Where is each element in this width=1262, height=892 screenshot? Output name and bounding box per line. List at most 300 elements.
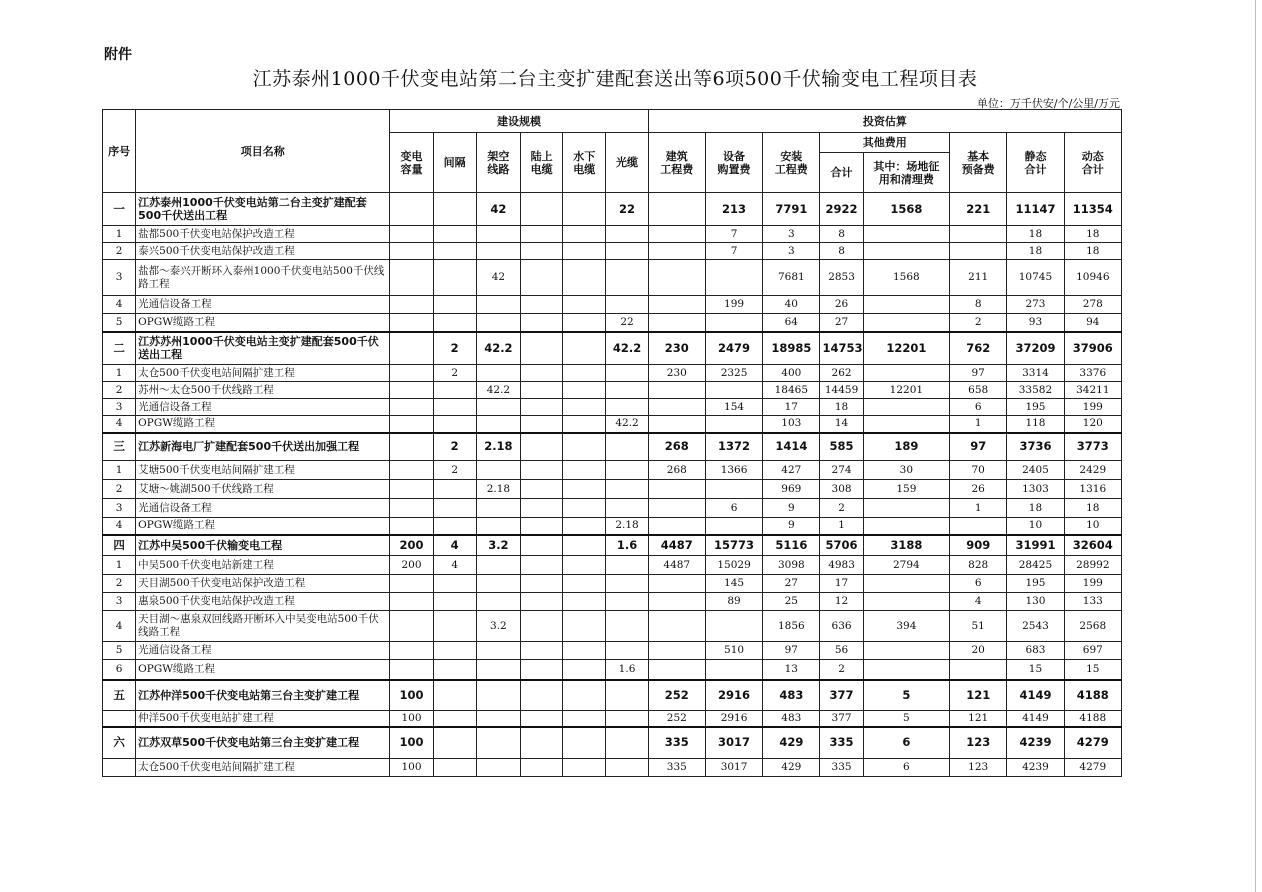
header-reserve: 基本 预备费 xyxy=(950,133,1007,193)
cell-static: 31991 xyxy=(1007,535,1064,556)
cell-land-cable xyxy=(520,711,562,727)
cell-static: 93 xyxy=(1007,314,1064,332)
cell-land-fees xyxy=(863,416,949,433)
project-item-row xyxy=(103,480,1122,499)
cell-equipment: 154 xyxy=(705,399,762,416)
cell-equipment: 213 xyxy=(705,193,762,226)
cell-dynamic: 4279 xyxy=(1064,727,1121,759)
cell-name: 苏州～太仓500千伏线路工程 xyxy=(136,382,390,399)
cell-dynamic: 120 xyxy=(1064,416,1121,433)
cell-installation: 429 xyxy=(763,727,820,759)
cell-reserve: 26 xyxy=(950,480,1007,499)
project-item-row xyxy=(103,711,1122,727)
cell-optical xyxy=(606,575,648,593)
cell-other-total: 2 xyxy=(820,660,863,680)
cell-overhead xyxy=(476,680,520,711)
cell-other-total: 12 xyxy=(820,593,863,611)
cell-bay xyxy=(433,611,476,642)
header-overhead: 架空 线路 xyxy=(476,133,520,193)
cell-other-total: 26 xyxy=(820,296,863,314)
cell-seq: 4 xyxy=(103,518,136,535)
cell-installation: 25 xyxy=(763,593,820,611)
header-other-total: 合计 xyxy=(820,153,863,193)
cell-transformer xyxy=(390,593,433,611)
header-underwater-cable: 水下 电缆 xyxy=(563,133,606,193)
cell-reserve: 221 xyxy=(950,193,1007,226)
header-installation: 安装 工程费 xyxy=(763,133,820,193)
cell-land-cable xyxy=(520,680,562,711)
cell-dynamic: 10946 xyxy=(1064,260,1121,296)
cell-underwater-cable xyxy=(563,535,606,556)
cell-reserve: 123 xyxy=(950,759,1007,777)
cell-other-total: 2853 xyxy=(820,260,863,296)
cell-land-fees: 6 xyxy=(863,759,949,777)
cell-optical: 1.6 xyxy=(606,535,648,556)
cell-land-fees: 30 xyxy=(863,461,949,480)
cell-name: 天目湖500千伏变电站保护改造工程 xyxy=(136,575,390,593)
cell-other-total: 17 xyxy=(820,575,863,593)
cell-underwater-cable xyxy=(563,642,606,660)
cell-equipment xyxy=(705,611,762,642)
cell-overhead xyxy=(476,226,520,243)
cell-overhead: 42 xyxy=(476,193,520,226)
cell-underwater-cable xyxy=(563,260,606,296)
cell-transformer xyxy=(390,461,433,480)
cell-bay xyxy=(433,575,476,593)
cell-installation: 64 xyxy=(763,314,820,332)
cell-seq: 四 xyxy=(103,535,136,556)
cell-other-total: 377 xyxy=(820,711,863,727)
cell-seq: 6 xyxy=(103,660,136,680)
cell-reserve: 97 xyxy=(950,433,1007,461)
cell-land-cable xyxy=(520,480,562,499)
cell-reserve: 1 xyxy=(950,499,1007,518)
cell-equipment: 89 xyxy=(705,593,762,611)
cell-dynamic: 18 xyxy=(1064,243,1121,260)
cell-transformer xyxy=(390,314,433,332)
cell-dynamic: 18 xyxy=(1064,226,1121,243)
cell-static: 4149 xyxy=(1007,711,1064,727)
cell-reserve: 51 xyxy=(950,611,1007,642)
header-dynamic-total: 动态 合计 xyxy=(1064,133,1121,193)
cell-overhead xyxy=(476,660,520,680)
cell-transformer xyxy=(390,382,433,399)
cell-transformer xyxy=(390,365,433,382)
cell-bay xyxy=(433,416,476,433)
cell-other-total: 27 xyxy=(820,314,863,332)
cell-installation: 429 xyxy=(763,759,820,777)
cell-name: 天目湖～惠泉双回线路开断环入中吴变电站500千伏线路工程 xyxy=(136,611,390,642)
cell-seq: 3 xyxy=(103,399,136,416)
cell-reserve xyxy=(950,243,1007,260)
cell-land-cable xyxy=(520,433,562,461)
cell-construction: 335 xyxy=(648,759,705,777)
cell-bay xyxy=(433,243,476,260)
cell-transformer xyxy=(390,575,433,593)
cell-reserve: 97 xyxy=(950,365,1007,382)
cell-overhead xyxy=(476,593,520,611)
cell-land-cable xyxy=(520,314,562,332)
cell-dynamic: 278 xyxy=(1064,296,1121,314)
cell-static: 273 xyxy=(1007,296,1064,314)
project-item-row xyxy=(103,226,1122,243)
cell-seq: 1 xyxy=(103,365,136,382)
cell-static: 1303 xyxy=(1007,480,1064,499)
cell-static: 195 xyxy=(1007,399,1064,416)
cell-other-total: 585 xyxy=(820,433,863,461)
project-item-row xyxy=(103,518,1122,535)
cell-underwater-cable xyxy=(563,556,606,575)
cell-transformer xyxy=(390,416,433,433)
cell-seq: 1 xyxy=(103,226,136,243)
cell-installation: 400 xyxy=(763,365,820,382)
cell-name: 太仓500千伏变电站间隔扩建工程 xyxy=(136,365,390,382)
cell-underwater-cable xyxy=(563,416,606,433)
cell-land-cable xyxy=(520,260,562,296)
cell-land-fees xyxy=(863,399,949,416)
cell-name: 光通信设备工程 xyxy=(136,399,390,416)
cell-optical xyxy=(606,480,648,499)
cell-underwater-cable xyxy=(563,759,606,777)
project-group-row xyxy=(103,433,1122,461)
cell-dynamic: 133 xyxy=(1064,593,1121,611)
cell-equipment xyxy=(705,480,762,499)
cell-equipment: 2916 xyxy=(705,711,762,727)
cell-land-fees xyxy=(863,365,949,382)
cell-seq: 5 xyxy=(103,314,136,332)
cell-optical xyxy=(606,296,648,314)
cell-name: 光通信设备工程 xyxy=(136,499,390,518)
cell-installation: 1856 xyxy=(763,611,820,642)
cell-installation: 483 xyxy=(763,711,820,727)
cell-land-fees xyxy=(863,575,949,593)
cell-seq: 五 xyxy=(103,680,136,711)
cell-equipment xyxy=(705,382,762,399)
cell-overhead xyxy=(476,642,520,660)
cell-bay xyxy=(433,727,476,759)
cell-optical xyxy=(606,433,648,461)
cell-reserve: 2 xyxy=(950,314,1007,332)
cell-equipment: 6 xyxy=(705,499,762,518)
page-edge-line xyxy=(1255,0,1256,892)
cell-construction xyxy=(648,518,705,535)
cell-bay xyxy=(433,680,476,711)
cell-dynamic: 199 xyxy=(1064,575,1121,593)
cell-installation: 9 xyxy=(763,518,820,535)
cell-land-fees xyxy=(863,243,949,260)
cell-installation: 3 xyxy=(763,243,820,260)
project-item-row xyxy=(103,243,1122,260)
cell-underwater-cable xyxy=(563,727,606,759)
project-item-row xyxy=(103,660,1122,680)
cell-installation: 1414 xyxy=(763,433,820,461)
cell-underwater-cable xyxy=(563,575,606,593)
cell-bay xyxy=(433,399,476,416)
cell-static: 4149 xyxy=(1007,680,1064,711)
project-item-row xyxy=(103,314,1122,332)
cell-installation: 427 xyxy=(763,461,820,480)
cell-name: 江苏仲洋500千伏变电站第三台主变扩建工程 xyxy=(136,680,390,711)
project-table xyxy=(102,109,1122,777)
cell-reserve: 1 xyxy=(950,416,1007,433)
header-static-total: 静态 合计 xyxy=(1007,133,1064,193)
cell-transformer xyxy=(390,499,433,518)
cell-name: 中吴500千伏变电站新建工程 xyxy=(136,556,390,575)
cell-reserve: 762 xyxy=(950,332,1007,365)
cell-dynamic: 697 xyxy=(1064,642,1121,660)
cell-dynamic: 199 xyxy=(1064,399,1121,416)
cell-land-cable xyxy=(520,611,562,642)
cell-equipment: 2325 xyxy=(705,365,762,382)
project-item-row xyxy=(103,611,1122,642)
cell-land-fees xyxy=(863,226,949,243)
cell-static: 3736 xyxy=(1007,433,1064,461)
cell-transformer xyxy=(390,260,433,296)
cell-seq: 4 xyxy=(103,296,136,314)
cell-optical xyxy=(606,759,648,777)
cell-land-fees xyxy=(863,660,949,680)
cell-static: 4239 xyxy=(1007,727,1064,759)
cell-optical xyxy=(606,365,648,382)
cell-optical: 22 xyxy=(606,193,648,226)
header-scale: 建设规模 xyxy=(390,110,648,133)
cell-reserve: 121 xyxy=(950,711,1007,727)
cell-optical: 42.2 xyxy=(606,332,648,365)
cell-static: 18 xyxy=(1007,499,1064,518)
cell-seq: 2 xyxy=(103,480,136,499)
cell-underwater-cable xyxy=(563,433,606,461)
cell-optical xyxy=(606,593,648,611)
cell-construction: 230 xyxy=(648,365,705,382)
cell-reserve: 6 xyxy=(950,399,1007,416)
header-investment: 投资估算 xyxy=(648,110,1121,133)
cell-transformer: 100 xyxy=(390,759,433,777)
cell-static: 10745 xyxy=(1007,260,1064,296)
cell-construction: 268 xyxy=(648,433,705,461)
cell-reserve: 658 xyxy=(950,382,1007,399)
cell-land-fees xyxy=(863,642,949,660)
cell-other-total: 5706 xyxy=(820,535,863,556)
cell-land-cable xyxy=(520,461,562,480)
cell-installation: 7791 xyxy=(763,193,820,226)
cell-equipment xyxy=(705,416,762,433)
project-item-row xyxy=(103,382,1122,399)
cell-optical xyxy=(606,727,648,759)
project-item-row xyxy=(103,461,1122,480)
cell-dynamic: 11354 xyxy=(1064,193,1121,226)
cell-dynamic: 3773 xyxy=(1064,433,1121,461)
cell-name: OPGW缆路工程 xyxy=(136,518,390,535)
cell-overhead xyxy=(476,759,520,777)
cell-name: 盐都500千伏变电站保护改造工程 xyxy=(136,226,390,243)
cell-construction: 4487 xyxy=(648,556,705,575)
cell-name: 艾塘～姚湖500千伏线路工程 xyxy=(136,480,390,499)
cell-static: 3314 xyxy=(1007,365,1064,382)
cell-construction xyxy=(648,193,705,226)
cell-seq: 4 xyxy=(103,611,136,642)
cell-dynamic: 4188 xyxy=(1064,680,1121,711)
cell-bay xyxy=(433,593,476,611)
cell-land-fees xyxy=(863,296,949,314)
cell-name: OPGW缆路工程 xyxy=(136,660,390,680)
cell-underwater-cable xyxy=(563,480,606,499)
cell-dynamic: 32604 xyxy=(1064,535,1121,556)
cell-construction xyxy=(648,660,705,680)
cell-seq xyxy=(103,759,136,777)
header-bay: 间隔 xyxy=(433,133,476,193)
cell-seq: 2 xyxy=(103,243,136,260)
cell-equipment: 1372 xyxy=(705,433,762,461)
cell-overhead xyxy=(476,499,520,518)
cell-installation: 5116 xyxy=(763,535,820,556)
cell-reserve: 909 xyxy=(950,535,1007,556)
cell-installation: 3098 xyxy=(763,556,820,575)
cell-construction xyxy=(648,480,705,499)
cell-optical xyxy=(606,243,648,260)
cell-underwater-cable xyxy=(563,461,606,480)
cell-transformer xyxy=(390,399,433,416)
cell-equipment: 199 xyxy=(705,296,762,314)
cell-transformer xyxy=(390,611,433,642)
cell-transformer xyxy=(390,518,433,535)
cell-reserve: 211 xyxy=(950,260,1007,296)
cell-other-total: 2 xyxy=(820,499,863,518)
cell-other-total: 14753 xyxy=(820,332,863,365)
cell-land-cable xyxy=(520,660,562,680)
cell-seq: 三 xyxy=(103,433,136,461)
cell-overhead: 2.18 xyxy=(476,433,520,461)
project-group-row xyxy=(103,332,1122,365)
cell-static: 28425 xyxy=(1007,556,1064,575)
header-seq: 序号 xyxy=(103,110,136,193)
document-title: 江苏泰州1000千伏变电站第二台主变扩建配套送出等6项500千伏输变电工程项目表 xyxy=(252,68,978,90)
cell-overhead xyxy=(476,416,520,433)
cell-construction xyxy=(648,575,705,593)
cell-optical xyxy=(606,642,648,660)
cell-other-total: 274 xyxy=(820,461,863,480)
header-transformer: 变电 容量 xyxy=(390,133,433,193)
cell-land-fees: 12201 xyxy=(863,382,949,399)
cell-seq xyxy=(103,711,136,727)
cell-land-cable xyxy=(520,593,562,611)
cell-optical xyxy=(606,382,648,399)
cell-construction xyxy=(648,499,705,518)
cell-land-fees: 189 xyxy=(863,433,949,461)
cell-bay xyxy=(433,314,476,332)
cell-static: 33582 xyxy=(1007,382,1064,399)
cell-dynamic: 10 xyxy=(1064,518,1121,535)
project-item-row xyxy=(103,260,1122,296)
cell-overhead: 42.2 xyxy=(476,382,520,399)
cell-reserve: 123 xyxy=(950,727,1007,759)
cell-transformer xyxy=(390,642,433,660)
cell-land-cable xyxy=(520,575,562,593)
cell-equipment: 2916 xyxy=(705,680,762,711)
header-equipment: 设备 购置费 xyxy=(705,133,762,193)
cell-transformer xyxy=(390,660,433,680)
cell-reserve: 828 xyxy=(950,556,1007,575)
header-construction: 建筑 工程费 xyxy=(648,133,705,193)
cell-bay xyxy=(433,759,476,777)
cell-overhead xyxy=(476,399,520,416)
cell-seq: 3 xyxy=(103,260,136,296)
cell-dynamic: 18 xyxy=(1064,499,1121,518)
cell-land-fees: 159 xyxy=(863,480,949,499)
cell-equipment: 3017 xyxy=(705,727,762,759)
cell-dynamic: 28992 xyxy=(1064,556,1121,575)
project-group-row xyxy=(103,193,1122,226)
cell-bay: 2 xyxy=(433,365,476,382)
cell-transformer xyxy=(390,433,433,461)
cell-equipment: 7 xyxy=(705,243,762,260)
header-name: 项目名称 xyxy=(136,110,390,193)
cell-optical: 2.18 xyxy=(606,518,648,535)
cell-overhead xyxy=(476,243,520,260)
project-item-row xyxy=(103,575,1122,593)
cell-installation: 9 xyxy=(763,499,820,518)
cell-name: 光通信设备工程 xyxy=(136,642,390,660)
cell-static: 118 xyxy=(1007,416,1064,433)
cell-transformer xyxy=(390,226,433,243)
cell-construction: 252 xyxy=(648,711,705,727)
cell-construction xyxy=(648,642,705,660)
cell-static: 4239 xyxy=(1007,759,1064,777)
cell-name: 盐都～泰兴开断环入泰州1000千伏变电站500千伏线路工程 xyxy=(136,260,390,296)
cell-seq: 六 xyxy=(103,727,136,759)
cell-installation: 969 xyxy=(763,480,820,499)
cell-other-total: 335 xyxy=(820,727,863,759)
project-item-row xyxy=(103,759,1122,777)
cell-land-cable xyxy=(520,759,562,777)
cell-bay: 2 xyxy=(433,433,476,461)
project-item-row xyxy=(103,296,1122,314)
cell-underwater-cable xyxy=(563,518,606,535)
project-item-row xyxy=(103,593,1122,611)
project-item-row xyxy=(103,642,1122,660)
cell-transformer xyxy=(390,480,433,499)
cell-land-cable xyxy=(520,399,562,416)
cell-reserve: 6 xyxy=(950,575,1007,593)
cell-installation: 27 xyxy=(763,575,820,593)
cell-construction xyxy=(648,314,705,332)
cell-transformer: 100 xyxy=(390,711,433,727)
header-land-fees: 其中：场地征 用和清理费 xyxy=(863,153,949,193)
cell-dynamic: 34211 xyxy=(1064,382,1121,399)
cell-reserve xyxy=(950,518,1007,535)
cell-static: 18 xyxy=(1007,226,1064,243)
cell-equipment: 3017 xyxy=(705,759,762,777)
cell-reserve: 121 xyxy=(950,680,1007,711)
cell-seq: 1 xyxy=(103,461,136,480)
cell-overhead: 3.2 xyxy=(476,611,520,642)
cell-other-total: 377 xyxy=(820,680,863,711)
cell-construction xyxy=(648,243,705,260)
cell-seq: 1 xyxy=(103,556,136,575)
cell-reserve: 4 xyxy=(950,593,1007,611)
cell-underwater-cable xyxy=(563,680,606,711)
cell-seq: 一 xyxy=(103,193,136,226)
cell-underwater-cable xyxy=(563,499,606,518)
cell-underwater-cable xyxy=(563,660,606,680)
cell-land-cable xyxy=(520,642,562,660)
cell-name: 惠泉500千伏变电站保护改造工程 xyxy=(136,593,390,611)
cell-overhead xyxy=(476,727,520,759)
cell-seq: 3 xyxy=(103,499,136,518)
cell-underwater-cable xyxy=(563,611,606,642)
cell-overhead xyxy=(476,711,520,727)
cell-other-total: 18 xyxy=(820,399,863,416)
cell-reserve xyxy=(950,660,1007,680)
